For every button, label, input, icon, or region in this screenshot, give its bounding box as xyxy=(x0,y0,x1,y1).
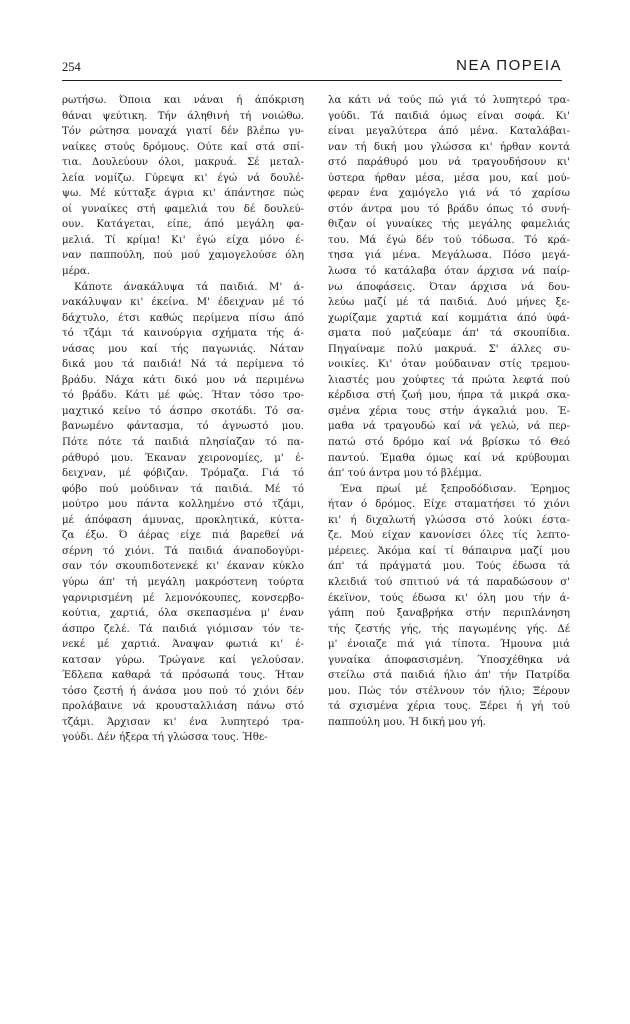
text-line: λιαστές μου χούφτες τά πρώτα λεφτά πού xyxy=(328,374,570,386)
text-line: κατσαν γύρω. Τρώγανε καί γελούσαν. xyxy=(62,654,304,666)
text-line: λωσα τό κατάλαβα όταν άρχισα νά παίρ- xyxy=(328,266,570,278)
text-line: κούτια, χαρτιά, όλα σκεπασμένα μ' έναν xyxy=(62,608,304,620)
text-line: παντού. Έμαθα όμως καί νά κρύβουμαι xyxy=(328,452,570,464)
text-line: κέρδισα στή ζωή μου, ήπρα τά μικρά σκα- xyxy=(328,390,570,402)
text-line: Ένα πρωί μέ ξεπροδόδισαν. Έρημος xyxy=(340,483,570,495)
text-line: σμένα χέρια τους στήν άγκαλιά μου. Έ- xyxy=(328,405,570,417)
text-line: γούδι. Τά παιδιά όμως είναι σοφά. Κι' xyxy=(328,110,570,122)
text-line: τησα γιά μένα. Μεγάλωσα. Πόσο μεγά- xyxy=(328,250,570,262)
text-line: μου. Πώς τόν στέλνουν τόν ήλιο; Ξέρουν xyxy=(328,685,570,697)
text-line: χωρίζαμε χαρτιά καί κομμάτια άπό ύφά- xyxy=(328,312,570,324)
text-line: Πηγαίναμε πολύ μακρυά. Σ' άλλες συ- xyxy=(328,343,570,355)
text-line: κλειδιά τού σπιτιού νά τά παραδώσουν σ' xyxy=(328,576,570,588)
text-line: άπ' τά πράγματά μου. Τούς έδωσα τά xyxy=(328,561,570,573)
text-line: ναν τή δική μου γλώσσα κι' ήρθαν κοντά xyxy=(328,141,570,153)
text-line: νοικίες. Κι' όταν μούδαιναν στίς τρεμου- xyxy=(328,359,570,371)
text-line: πατώ στό δρόμο καί νά βρίσκω τό Θεό xyxy=(328,437,570,449)
text-line: μέρειες. Άκόμα καί τί θάπαιρνα μαζί μου xyxy=(328,545,570,557)
text-line: μαχτικό κείνο τό άσπρο σκοτάδι. Τό σα- xyxy=(62,405,304,417)
text-line: νακάλυψαν κι' έκείνα. Μ' έδειχναν μέ τό xyxy=(62,297,304,309)
text-line: Κάποτε άνακάλυψα τά παιδιά. Μ' ά- xyxy=(74,281,304,293)
text-line: τής ζεστής γής, τής παγωμένης γής. Δέ xyxy=(328,623,570,635)
text-line: λεία νομίζω. Γύρεψα κι' έγώ νά δουλέ- xyxy=(62,172,304,184)
text-line: ζα έξω. Ό άέρας είχε πιά βαρεθεί νά xyxy=(62,530,304,542)
text-line: τό τζάμι τά καινούργια σχήματα τής ά- xyxy=(62,328,304,340)
text-line: κι' ή διχαλωτή γλώσσα στό λούκι έστα- xyxy=(328,514,570,526)
text-line: δικά μου τά παιδιά! Νά τά περίμενα τό xyxy=(62,359,304,371)
text-line: τια. Δουλεύουν όλοι, μακρυά. Σέ μεταλ- xyxy=(62,157,304,169)
text-line: ήταν ό δρόμος. Είχε σταματήσει τό χιόνι xyxy=(328,499,570,511)
text-line: μ' ένοιαζε πιά γιά τίποτα. Ήμουνα μιά xyxy=(328,639,570,651)
journal-title: ΝΕΑ ΠΟΡΕΙΑ xyxy=(456,57,562,74)
text-line: βράδυ. Νάχα κάτι δικό μου νά περιμένω xyxy=(62,374,304,386)
text-line: ουν. Κατάγεται, είπε, άπό μεγάλη φα- xyxy=(62,219,304,231)
text-line: φόβο πού μούδιναν τά παιδιά. Μέ τό xyxy=(62,483,304,495)
paragraph xyxy=(328,482,570,731)
text-line: σέρνη τό χιόνι. Τά παιδιά άναποδογύρι- xyxy=(62,545,304,557)
text-line: λεύω μαζί μέ τά παιδιά. Δυό μήνες ξε- xyxy=(328,297,570,309)
text-line: γαρνιρισμένη μέ λεμονόκουπες, κονσερβο- xyxy=(62,592,304,604)
text-line: νεκέ μέ χαρτιά. Άναψαν φωτιά κι' έ- xyxy=(62,639,304,651)
text-line: τό βράδυ. Κάτι μέ φώς. Ήταν τόσο τρο- xyxy=(62,390,304,402)
text-line: οί γυναίκες στή φαμελιά του δέ δουλεύ- xyxy=(62,203,304,215)
text-line: ζε. Μού είχαν κανονίσει όλες τίς λεπτο- xyxy=(328,530,570,542)
text-line: στόν άντρα μου τό βράδυ όπως τό συνή- xyxy=(328,203,570,215)
text-line: δειχναν, μέ φόβιζαν. Τρόμαζα. Γιά τό xyxy=(62,468,304,480)
text-line: μέ άπόφαση άμυνας, προκλητικά, κύττα- xyxy=(62,514,304,526)
text-line: λα κάτι νά τούς πώ γιά τό λυπητερό τρα- xyxy=(328,95,570,106)
text-line: του. Μά έγώ δέν τού τόδωσα. Τό κρά- xyxy=(328,234,570,246)
text-line: προλάβαινε νά κρουσταλλιάση πάνω στό xyxy=(62,701,304,713)
text-line: φεραν ένα χαμόγελο γιά νά τό χαρίσω xyxy=(328,188,570,200)
text-line: βανωμένο φάντασμα, τό άγνωστό μου. xyxy=(62,421,304,433)
text-line: μέρα. xyxy=(62,266,91,278)
text-line: έκεϊνον, τούς έδωσα κι' όλη μου τήν ά- xyxy=(328,592,570,604)
paragraph xyxy=(62,280,304,746)
paragraph xyxy=(62,93,304,280)
paragraph xyxy=(328,93,570,482)
text-line: τά σχισμένα χέρια τους. Ξέρει ή γή τού xyxy=(328,701,570,713)
text-line: παππούλη μου. Ή δική μου γή. xyxy=(328,716,486,728)
text-line: ύστερα ήρθαν μέσα, μέσα μου, καί μού- xyxy=(328,172,570,184)
text-line: στό παράθυρό μου νά τραγουδήσουν κι' xyxy=(328,157,570,169)
text-line: ράθυρό μου. Έκαναν χειρονομίες, μ' έ- xyxy=(62,452,304,464)
text-line: Έδλεπα καθαρά τά πρόσωπά τους. Ήταν xyxy=(62,670,304,682)
text-line: Τόν ρώτησα μοναχά γιατί δέν βλέπω γυ- xyxy=(62,126,304,138)
text-line: δάχτυλο, έτσι καθώς περίμενα πίσω άπό xyxy=(62,312,304,324)
page-number: 254 xyxy=(62,60,81,74)
text-line: ψω. Μέ κύτταξε άγρια κι' άπάντησε πώς xyxy=(62,188,304,200)
text-line: μούτρο μου πάντα κολλημένο στό τζάμι, xyxy=(62,499,304,511)
text-line: τόσο ζεστή ή άνάσα μου πού τό χιόνι δέν xyxy=(62,685,304,697)
text-line: γυναίκα άποφασισμένη. Ύποσχέθηκα νά xyxy=(328,654,570,666)
text-line: νω άποφάσεις. Όταν άρχισα νά δου- xyxy=(328,281,570,293)
text-line: θάναι ψεύτικη. Τήν άληθινή τή νοιώθω. xyxy=(62,110,304,122)
text-line: τζάμι. Άρχισαν κι' ένα λυπητερό τρα- xyxy=(62,716,304,728)
text-line: ναίκες στούς δρόμους. Ούτε καί στά σπί- xyxy=(62,141,304,153)
text-line: είναι μεγαλύτερα άπό μένα. Καταλάβαι- xyxy=(328,126,570,138)
left-column xyxy=(62,93,304,746)
text-line: γύρω άπ' τή μεγάλη μακρόστενη τούρτα xyxy=(62,576,304,588)
text-line: γάπη πού ξαναβρήκα στήν περιπλάνηση xyxy=(328,608,570,620)
text-line: γούδι. Δέν ήξερα τή γλώσσα τους. Ήθε- xyxy=(62,732,268,744)
text-line: ρωτήσω. Όποια και νάναι ή άπόκριση xyxy=(62,95,304,106)
text-line: μελιά. Τί κρίμα! Κι' έγώ είχα μόνο έ- xyxy=(62,234,304,246)
text-line: Πότε πότε τά παιδιά πλησίαζαν τό πα- xyxy=(62,437,304,449)
page-header xyxy=(62,58,562,81)
text-line: σαν τόν σκουπιδοτενεκέ κι' έκαναν κύκλο xyxy=(62,561,304,573)
text-line: σματα πού μαζεύαμε άπ' τά σκουπίδια. xyxy=(328,328,570,340)
text-line: θιζαν οί γυναίκες τής μεγάλης φαμελιάς xyxy=(328,219,570,231)
text-line: άπ' τού άντρα μου τό βλέμμα. xyxy=(328,468,482,480)
text-line: νάσας μου καί τής παγωνιάς. Νάταν xyxy=(62,343,304,355)
text-line: άσπρο ζελέ. Τά παιδιά γιόμισαν τόν τε- xyxy=(62,623,304,635)
right-column xyxy=(328,93,570,730)
text-line: στείλω στά παιδιά ήλιο άπ' τήν Πατρίδα xyxy=(328,670,570,682)
text-line: ναν παππούλη, πού μού χαμογελούσε όλη xyxy=(62,250,304,262)
text-line: μαθα νά τραγουδώ καί νά γελώ, νά περ- xyxy=(328,421,570,433)
